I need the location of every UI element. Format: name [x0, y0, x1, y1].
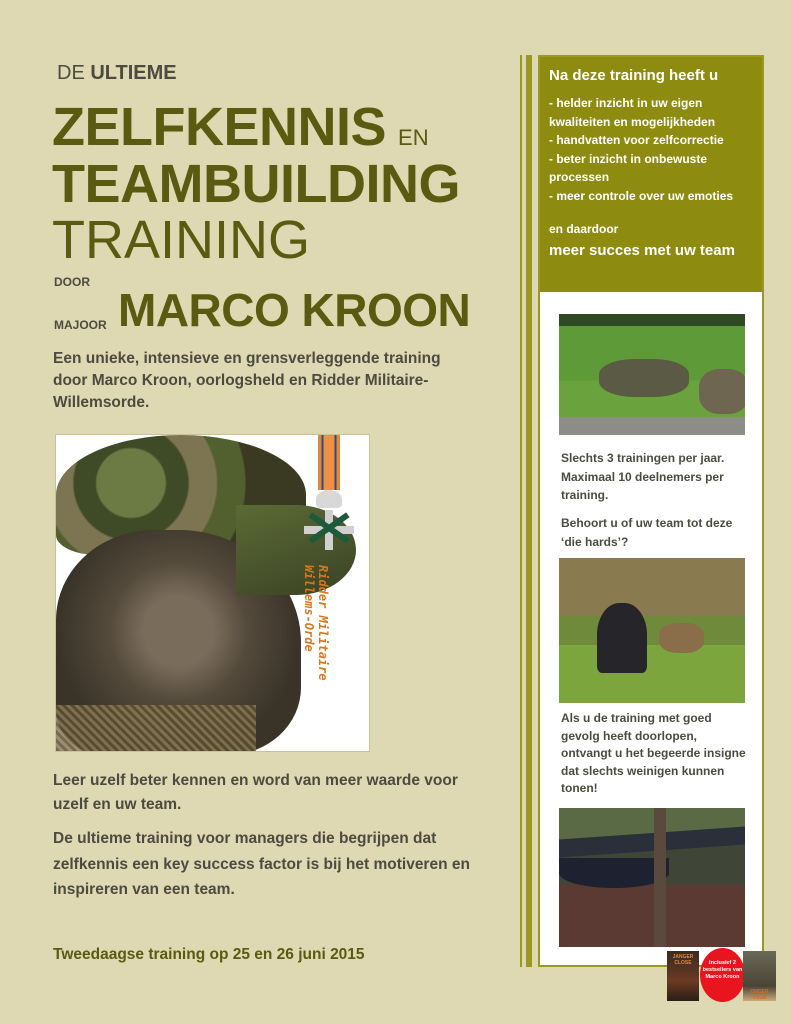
tarp-shape	[559, 826, 745, 857]
benefits-lead: en daardoor	[549, 222, 619, 236]
photo-forest-camp	[559, 808, 745, 947]
benefits-box	[540, 57, 762, 292]
photo-dog-training	[559, 558, 745, 703]
benefit-item: - handvatten voor zelfcorrectie	[549, 133, 724, 147]
photo-crawling-soldiers	[559, 314, 745, 435]
hammock-shape	[559, 858, 669, 888]
body-paragraph-2: De ultieme training voor managers die begrijpen dat zelfkennis een key success factor is bij het motiveren en inspireren van een team.	[53, 830, 470, 898]
medal-caption-line1: Ridder Militaire	[316, 565, 330, 681]
dog-shape	[659, 623, 704, 653]
rank-label: MAJOOR	[54, 318, 107, 332]
decorative-bar-thin	[520, 55, 522, 967]
training-date: Tweedaagse training op 25 en 26 juni 2015	[53, 946, 365, 963]
intro-text: Een unieke, intensieve en grensverleggende training door Marco Kroon, oorlogsheld en Ridder Militaire-Willemsorde.	[53, 350, 441, 411]
benefits-heading: Na deze training heeft u	[549, 67, 719, 84]
page-kicker	[57, 62, 177, 85]
kicker-light: DE	[57, 62, 85, 84]
sidebar-text-frequency: Slechts 3 trainingen per jaar. Maximaal 10 deelnemers per training.	[561, 451, 725, 502]
title-zelfkennis: ZELFKENNIS	[52, 97, 387, 157]
benefits-list	[549, 94, 753, 205]
book-cover-2: ONDER VUUR	[743, 951, 776, 1001]
benefit-item: - helder inzicht in uw eigen kwaliteiten en mogelijkheden	[549, 96, 716, 129]
sidebar-text-insignia: Als u de training met goed gevolg heeft doorlopen, ontvangt u het begeerde insigne dat slechts weinigen kunnen tonen!	[561, 711, 746, 795]
books-promo	[667, 948, 777, 1002]
medal-caption	[302, 565, 330, 681]
trainer-name: MARCO KROON	[118, 284, 471, 336]
title-line-1	[52, 97, 429, 157]
benefit-item: - beter inzicht in onbewuste processen	[549, 151, 708, 184]
figure-shape	[599, 359, 689, 397]
body-paragraph-1: Leer uzelf beter kennen en word van meer waarde voor uzelf en uw team.	[53, 772, 458, 813]
title-line-2: TEAMBUILDING	[52, 154, 460, 214]
medal-caption-line2: Willems-Orde	[302, 565, 316, 652]
figure-shape	[597, 603, 647, 673]
title-line-3: TRAINING	[52, 210, 311, 270]
medal-ribbon-icon	[318, 435, 340, 490]
title-en: EN	[398, 125, 429, 150]
sidebar-panel	[538, 55, 764, 967]
sidebar-text-question: Behoort u of uw team tot deze ‘die hards’?	[561, 516, 733, 549]
bestsellers-badge: Inclusief 2 bestsellers van Marco Kroon	[700, 948, 745, 1002]
book-cover-1: JANGER CLOSE	[667, 951, 699, 1001]
figure-shape	[699, 369, 745, 414]
medal-crown-icon	[316, 490, 342, 508]
by-label: DOOR	[54, 275, 90, 289]
decorative-bar-thick	[526, 55, 532, 967]
benefit-item: - meer controle over uw emoties	[549, 188, 734, 203]
camouflage-net-shape	[56, 705, 256, 752]
kicker-bold: ULTIEME	[90, 62, 177, 84]
portrait-image	[55, 434, 370, 752]
tree-shape	[654, 808, 666, 947]
benefits-cta: meer succes met uw team	[549, 242, 735, 259]
